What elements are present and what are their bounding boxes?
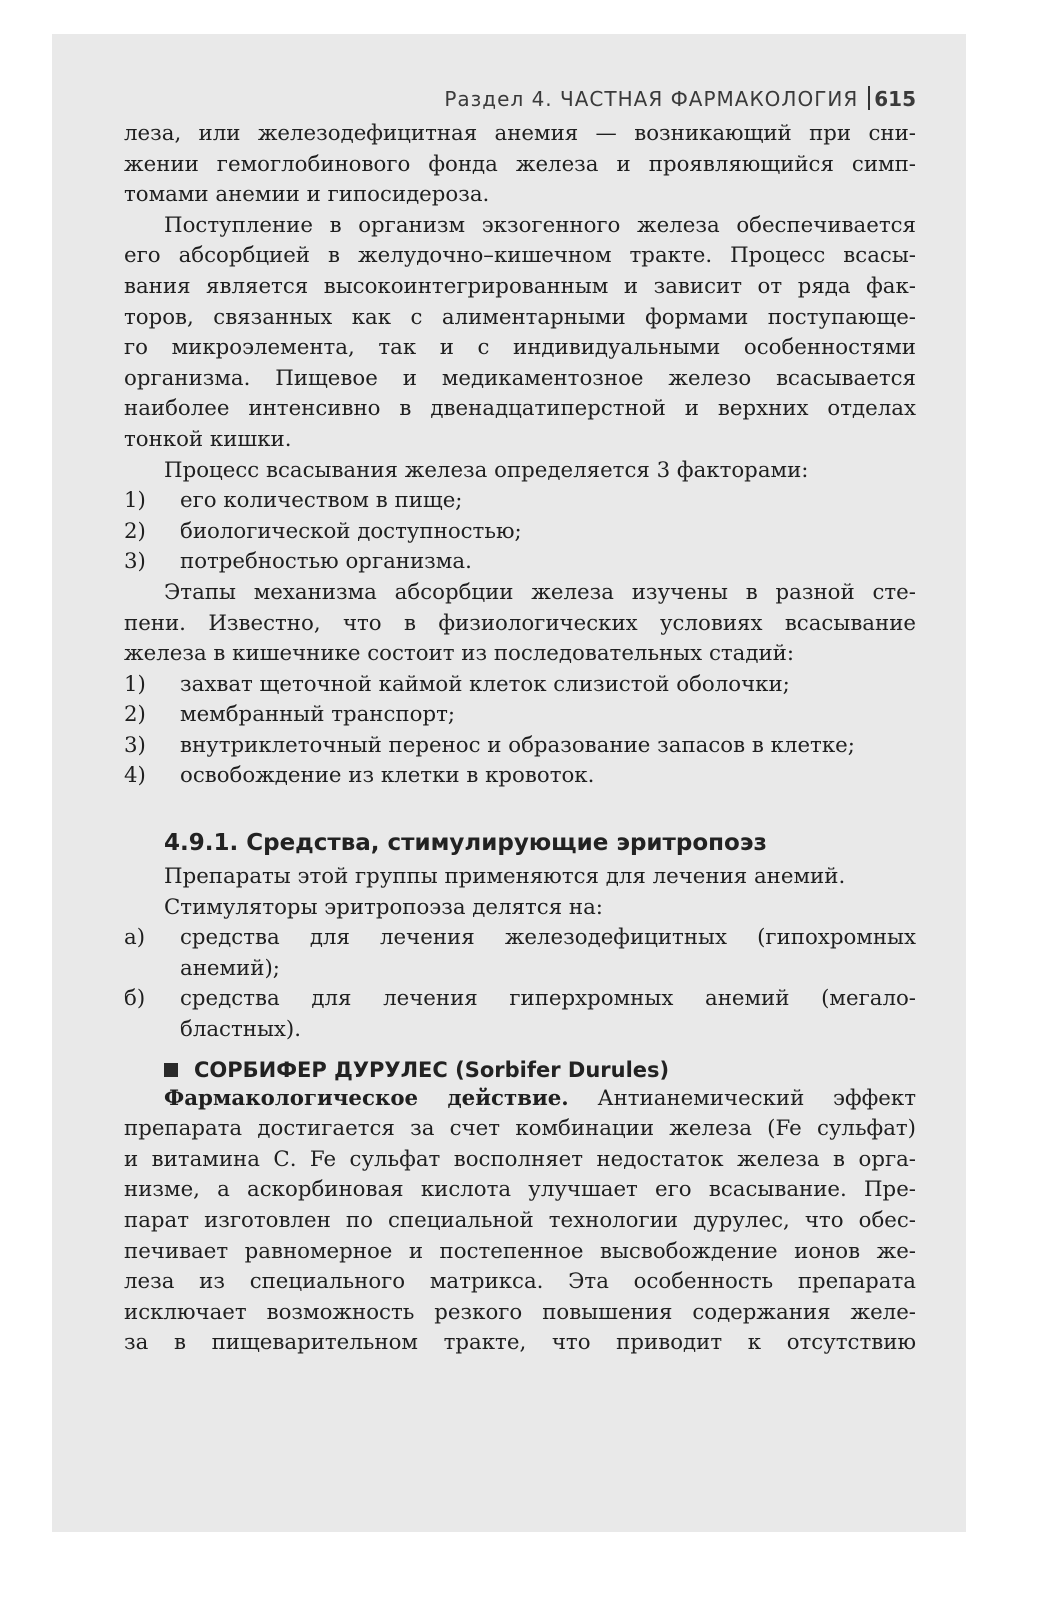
text-line: железа в кишечнике состоит из последовательных стадий:: [124, 641, 795, 667]
text-line: бластных).: [180, 1017, 301, 1043]
paragraph-pharmacological-action: [124, 1084, 916, 1359]
list-text: потребностью организма.: [180, 549, 472, 575]
drug-latin-name: (Sorbifer Durules): [455, 1057, 670, 1082]
list-marker: 2): [124, 702, 146, 728]
text-line: [124, 1084, 916, 1115]
list-marker: 1): [124, 488, 146, 514]
list-marker: 3): [124, 732, 146, 758]
running-head: [124, 86, 916, 111]
list-item: [124, 517, 916, 548]
list-text: его количеством в пище;: [180, 488, 463, 514]
text-line: Поступление в организм экзогенного железа обеспечивается: [164, 212, 916, 238]
paragraph-5: [124, 862, 916, 923]
running-head-separator: [868, 86, 870, 110]
square-bullet-icon: [164, 1063, 178, 1077]
text-line: жении гемоглобинового фонда железа и проявляющийся симп-: [124, 151, 916, 177]
text-line: вания является высокоинтегрированным и зависит от ряда фак-: [124, 273, 916, 299]
list-item: [124, 731, 916, 762]
absorption-factors-list: [124, 486, 916, 578]
book-page: [124, 86, 916, 1359]
anemia-drug-types-list: [124, 923, 916, 1045]
text-line: торов, связанных как с алиментарными формами поступающе-: [124, 304, 916, 330]
text-line: пени. Известно, что в физиологических условиях всасывание: [124, 610, 916, 636]
text-line: тонкой кишки.: [124, 426, 292, 452]
paragraph-3: [124, 456, 916, 487]
list-text: внутриклеточный перенос и образование запасов в клетке;: [180, 732, 855, 758]
text-line: низме, а аскорбиновая кислота улучшает его всасывание. Пре-: [124, 1177, 916, 1203]
text-line: средства для лечения гиперхромных анемий (мегало-: [180, 986, 916, 1012]
paragraph-4: [124, 578, 916, 670]
list-text: захват щеточной каймой клеток слизистой оболочки;: [180, 671, 790, 697]
list-item: [124, 700, 916, 731]
text-line: организма. Пищевое и медикаментозное железо всасывается: [124, 365, 916, 391]
list-text: биологической доступностью;: [180, 518, 522, 544]
text-line: Этапы механизма абсорбции железа изучены в разной сте-: [164, 579, 916, 605]
section-heading: 4.9.1. Средства, стимулирующие эритропоэз: [164, 830, 767, 857]
list-item: [124, 547, 916, 578]
list-text: [180, 984, 916, 1045]
list-marker: 3): [124, 549, 146, 575]
list-item: [124, 984, 916, 1045]
list-item: [124, 670, 916, 701]
text-line: томами анемии и гипосидероза.: [124, 182, 490, 208]
list-marker: а): [124, 925, 146, 951]
list-item: [124, 923, 916, 984]
list-marker: 2): [124, 518, 146, 544]
list-marker: б): [124, 986, 146, 1012]
text-line: леза, или железодефицитная анемия — возникающий при сни-: [124, 121, 916, 146]
drug-name: СОРБИФЕР ДУРУЛЕС: [194, 1057, 448, 1082]
list-text: [180, 923, 916, 984]
paragraph-1: [124, 119, 916, 211]
list-marker: 4): [124, 763, 146, 789]
list-text: мембранный транспорт;: [180, 702, 456, 728]
text-line: печивает равномерное и постепенное высвобождение ионов же-: [124, 1238, 916, 1264]
text-line: Препараты этой группы применяются для лечения анемий.: [164, 864, 846, 890]
lead-rest: Антианемический эффект: [568, 1085, 916, 1111]
text-line: леза из специального матрикса. Эта особенность препарата: [124, 1269, 916, 1295]
text-line: его абсорбцией в желудочно–кишечном тракте. Процесс всасы-: [124, 243, 916, 269]
list-text: освобождение из клетки в кровоток.: [180, 763, 595, 789]
paragraph-2: [124, 211, 916, 456]
text-line: и витамина С. Fe сульфат восполняет недостаток железа в орга-: [124, 1146, 916, 1172]
list-marker: 1): [124, 671, 146, 697]
text-line: Стимуляторы эритропоэза делятся на:: [164, 894, 603, 920]
text-line: за в пищеварительном тракте, что приводит к отсутствию: [124, 1330, 916, 1356]
drug-heading: [164, 1058, 916, 1082]
text-line: анемий);: [180, 955, 280, 981]
absorption-stages-list: [124, 670, 916, 792]
text-line: препарата достигается за счет комбинации железа (Fe сульфат): [124, 1116, 916, 1142]
list-item: [124, 486, 916, 517]
text-line: го микроэлемента, так и с индивидуальными особенностями: [124, 335, 916, 361]
list-item: [124, 761, 916, 792]
running-head-section: Раздел 4. ЧАСТНАЯ ФАРМАКОЛОГИЯ: [444, 87, 859, 111]
text-line: средства для лечения железодефицитных (гипохромных: [180, 925, 916, 951]
text-line: наиболее интенсивно в двенадцатиперстной и верхних отделах: [124, 396, 916, 422]
text-line: исключает возможность резкого повышения содержания желе-: [124, 1299, 916, 1325]
text-line: Процесс всасывания железа определяется 3 факторами:: [164, 457, 809, 483]
text-line: парат изготовлен по специальной технологии дурулес, что обес-: [124, 1208, 916, 1233]
page-number: 615: [874, 87, 916, 111]
bold-lead: Фармакологическое действие.: [164, 1085, 569, 1111]
